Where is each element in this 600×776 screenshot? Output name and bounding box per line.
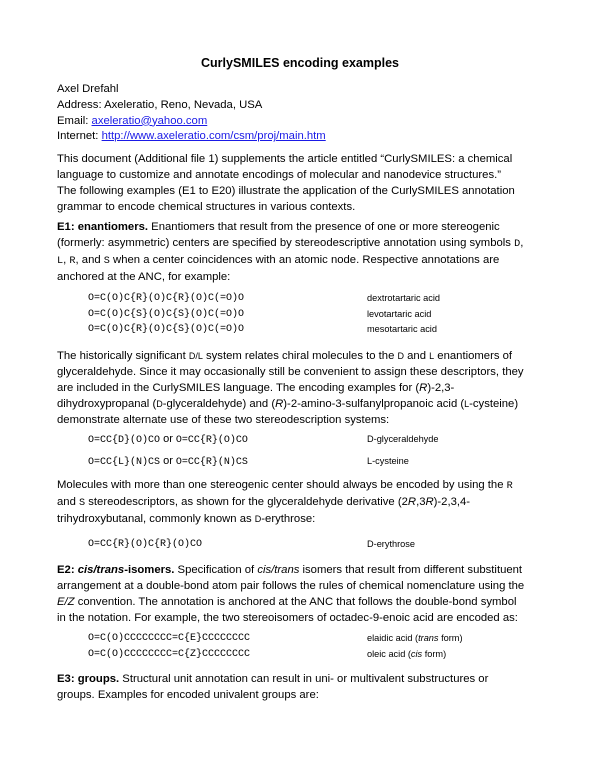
intro-line: This document (Additional file 1) supplements the article entitled “CurlySMILES: a chemical: [57, 153, 513, 165]
multi-center-paragraph: Molecules with more than one stereogenic center should always be encoded by using the R and S stereodescriptors, as shown for the glyceraldehyde derivative (2R,3R)-2,3,4- trihydroxybutanal, commonly known as D-erythrose:: [57, 479, 513, 525]
example-row: [88, 647, 548, 663]
erythrose-example: [88, 537, 548, 553]
intro-line: The following examples (E1 to E20) illustrate the application of the CurlySMILES annotation: [57, 184, 515, 197]
smiles-code: O=CC{R}(O)C{R}(O)CO: [88, 539, 203, 550]
e3-paragraph: E3: groups. Structural unit annotation can result in uni- or multivalent substructures or groups. Examples for encoded univalent groups are:: [57, 673, 489, 701]
symbol-r: R: [69, 255, 76, 267]
example-row: [88, 537, 548, 553]
e1-paragraph: E1: enantiomers. Enantiomers that result from the presence of one or more stereogenic (formerly: asymmetric) centers are specified by stereodescriptive annotation using symbols D, L, R, and S when a center coincidences with an atomic node. Respective annotations are anchored at the ANC, for example:: [57, 220, 545, 286]
smiles-code: O=C(O)CCCCCCCC=C{E}CCCCCCCC: [88, 633, 251, 644]
e1-examples: [88, 291, 548, 338]
compound-name: dextrotartaric acid: [367, 293, 441, 303]
smiles-code: O=C(O)CCCCCCCC=C{Z}CCCCCCCC: [88, 648, 251, 660]
example-row: [88, 631, 548, 647]
symbol-s: S: [103, 255, 110, 267]
e1-text: (formerly: asymmetric) centers are specified by stereodescriptive annotation using symbols: [57, 236, 515, 249]
compound-name: L-cysteine: [367, 456, 409, 466]
author-name: Axel Drefahl: [57, 83, 119, 95]
author-internet-line: [57, 129, 326, 145]
symbol-l: L: [57, 255, 64, 267]
compound-name: mesotartaric acid: [367, 324, 437, 335]
compound-name: D-erythrose: [367, 539, 415, 549]
example-row: O=CC{D}(O)CO or O=CC{R}(O)CO D-glyceraldehyde: [88, 433, 439, 446]
example-row: [88, 307, 548, 323]
smiles-code: O=C(O)C{R}(O)C{S}(O)C(=O)O: [88, 324, 245, 336]
smiles-code: O=C(O)C{R}(O)C{R}(O)C(=O)O: [88, 293, 245, 304]
internet-label: Internet:: [57, 130, 102, 143]
author-block: [57, 82, 326, 145]
website-link[interactable]: http://www.axeleratio.com/csm/proj/main.htm: [101, 130, 326, 143]
e1-text: Enantiomers that result from the presence of one or more stereogenic: [148, 221, 500, 233]
example-row: [88, 291, 548, 307]
symbol-d: D: [514, 238, 521, 250]
author-email-line: [57, 114, 326, 130]
dl-paragraph: The historically significant D/L system relates chiral molecules to the D and L enantiomers of glyceraldehyde. Since it may occasionally still be convenient to assign these descriptors, they are included in the CurlySMILES language. The encoding examples for (R)-2,3- dihydroxypropanal (D-glyceraldehyde) and (R)-2-amino-3-sulfanylpropanoic acid (L-cysteine) demonstrate alternate use of these two stereodescription systems:: [57, 350, 524, 426]
e3-heading: E3: groups.: [57, 673, 120, 685]
e2-examples: [88, 631, 548, 662]
e1-text: when a center coincidences with an atomic node. Respective annotations are: [109, 253, 500, 266]
example-row: [88, 322, 548, 338]
compound-name: oleic acid (cis form): [367, 648, 447, 659]
smiles-code: O=C(O)C{S}(O)C{S}(O)C(=O)O: [88, 308, 245, 320]
e2-paragraph: E2: cis/trans-isomers. Specification of cis/trans isomers that result from different substituent arrangement at a double-bond atom pair follows the rules of chemical nomenclature using the E/Z convention. The annotation is anchored at the ANC that follows the double-bond symbol in the notation. For example, the two stereoisomers of octadec-9-enoic acid are encoded as:: [57, 564, 525, 624]
e1-heading: E1: enantiomers.: [57, 221, 149, 233]
example-row: O=CC{L}(N)CS or O=CC{R}(N)CS L-cysteine: [88, 455, 409, 468]
email-link[interactable]: axeleratio@yahoo.com: [91, 114, 208, 127]
compound-name: D-glyceraldehyde: [367, 434, 439, 444]
compound-name: elaidic acid (trans form): [367, 633, 463, 643]
e2-heading: E2:: [57, 564, 78, 576]
intro-line: grammar to encode chemical structures in various contexts.: [57, 200, 356, 213]
smiles-code: O=CC{L}(N)CS: [88, 457, 161, 468]
author-address: Address: Axeleratio, Reno, Nevada, USA: [57, 98, 263, 111]
intro-paragraph: [57, 152, 545, 216]
e1-text: anchored at the ANC, for example:: [57, 270, 231, 283]
page-title: CurlySMILES encoding examples: [201, 56, 399, 70]
email-label: Email:: [57, 114, 92, 127]
compound-name: levotartaric acid: [367, 308, 432, 319]
smiles-code: O=CC{R}(N)CS: [175, 457, 248, 468]
smiles-code: O=CC{R}(O)CO: [175, 435, 248, 446]
intro-line: language to customize and annotate encodings of molecular and nanodevice structures.”: [57, 168, 501, 181]
dl-examples: [88, 432, 548, 470]
smiles-code: O=CC{D}(O)CO: [88, 435, 161, 446]
